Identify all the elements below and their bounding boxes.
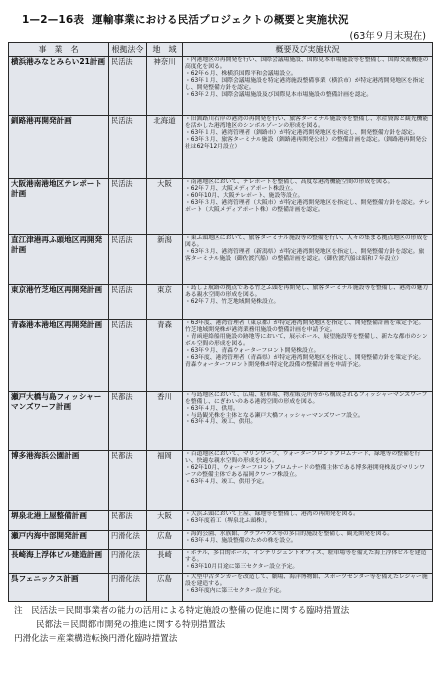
detail-line: ・60年10月、大阪テレポート、施設等設立。 bbox=[185, 193, 304, 200]
detail-line: ・内港地区の再開発を行い、国際会議場施設、国際見本市場施設等を整備し、国際交流機能の高度化を図る。 bbox=[185, 57, 429, 70]
detail-line: ・大浜ふ頭において上屋、緑地等を整備し、港湾の再開発を図る。 bbox=[185, 510, 359, 517]
project-name: 博多港海浜公園計画 bbox=[9, 451, 109, 510]
table-row bbox=[9, 285, 433, 320]
detail-line: ・63年２月、国際会議場施設及び国際見本市場施設の整備計画を認定。 bbox=[185, 91, 373, 98]
project-detail bbox=[183, 574, 433, 602]
project-law: 民都法 bbox=[109, 510, 147, 530]
project-law: 民都法 bbox=[109, 391, 147, 450]
detail-line: ・ホテル、多目的ホール、インテリジェントオフィス、駐車場等を備えた海上浮体ビルを建造する。 bbox=[185, 550, 427, 564]
project-detail bbox=[183, 285, 433, 320]
project-area: 北海道 bbox=[147, 116, 183, 179]
footnote-label: 民都法 bbox=[36, 620, 62, 630]
project-detail bbox=[183, 550, 433, 574]
project-area: 香川 bbox=[147, 391, 183, 450]
project-area: 青森 bbox=[147, 320, 183, 392]
detail-line: ・63年度内に第三セクター設立予定。 bbox=[185, 588, 286, 595]
table-row bbox=[9, 179, 433, 235]
table-row bbox=[9, 530, 433, 550]
detail-line: ・青函連絡船用施設の跡地等において、展示ホール、展望施設等を整備し、新たな都市のシンボル空間の形成を図る。 bbox=[185, 334, 428, 347]
table-title-text: 運輸事業における民活プロジェクトの概要と実施状況 bbox=[92, 14, 349, 26]
table-row bbox=[9, 235, 433, 285]
detail-line: ・63年９月、青森ウォーターフロント開発株設立。 bbox=[185, 347, 320, 354]
project-name: 青森港本港地区再開発計画 bbox=[9, 320, 109, 392]
detail-line: ・62年７月、大阪メディアポート株設立。 bbox=[185, 186, 297, 193]
project-name: 直江津港再ふ頭地区再開発計画 bbox=[9, 235, 109, 285]
project-detail bbox=[183, 451, 433, 510]
footnotes bbox=[14, 604, 349, 646]
project-law: 円滑化法 bbox=[109, 574, 147, 602]
detail-line: ・東ふ頭地区において、旅客ターミナル施設等の整備を行い、人々の集まる拠点地区の形成を図る。 bbox=[185, 235, 429, 249]
detail-line: ・63年４月、供用。 bbox=[185, 405, 239, 412]
detail-line: ・63年３月、港湾管理者（大阪市）が特定港湾開発地区を指定し、開発整備方針を認定。テレポート（大阪メディアポート株）の整備計画を認定。 bbox=[185, 199, 430, 213]
project-law: 民活法 bbox=[109, 235, 147, 285]
table-row bbox=[9, 391, 433, 450]
project-area: 東京 bbox=[147, 285, 183, 320]
detail-line: ・63年４月、施設整備のための株を設立。 bbox=[185, 537, 297, 544]
project-area: 福岡 bbox=[147, 451, 183, 510]
footnote-text: ＝民間都市開発の推進に関する特別措置法 bbox=[61, 620, 226, 630]
detail-line: ・63年度、港湾管理者（東京都）が特定港湾開発地区を指定し、開発整備計画を策定予定。竹芝地域開発株が港湾業務用施設の整備計画を申請予定。 bbox=[185, 320, 425, 334]
project-detail bbox=[183, 530, 433, 550]
detail-line: ・63年１月、国際会議場施設を特定港湾施設整備事業（横浜市）が特定港湾開発地区を指定し、開発整備方針を認定。 bbox=[185, 77, 425, 91]
project-name: 横浜港みなとみらい21計画 bbox=[9, 57, 109, 116]
project-area: 大阪 bbox=[147, 179, 183, 235]
table-header-row bbox=[9, 43, 433, 57]
project-law: 民活法 bbox=[109, 320, 147, 392]
project-name: 東京港竹芝地区再開発計画 bbox=[9, 285, 109, 320]
header-area: 地 域 bbox=[147, 43, 183, 57]
table-body bbox=[9, 57, 433, 602]
detail-line: ・63年１月、港湾管理者（釧路市）が特定港湾開発地区を指定し、開発整備方針を認定。 bbox=[185, 130, 419, 137]
detail-line: ・62年６月、株横浜国際平和会議場設立。 bbox=[185, 70, 297, 77]
detail-line: ・与島観光株を主体となる瀬戸大橋フィッシャーマンズワーフ設立。 bbox=[185, 412, 364, 419]
table-number: 1—2—16表 bbox=[22, 14, 85, 26]
table-row bbox=[9, 451, 433, 510]
project-area: 新潟 bbox=[147, 235, 183, 285]
project-name: 瀬戸大橋与島フィッシャーマンズワーフ計画 bbox=[9, 391, 109, 450]
table-row bbox=[9, 57, 433, 116]
project-detail bbox=[183, 320, 433, 392]
project-name: 長崎海上浮体ビル建造計画 bbox=[9, 550, 109, 574]
detail-line: ・63年度、港湾管理者（青森県）が特定港湾開発地区を指定し、開発整備方針を策定予定。青森ウォーターフロント開発株が特定化設備の整備計画を申請予定。 bbox=[185, 354, 425, 368]
table-row bbox=[9, 510, 433, 530]
project-law: 民都法 bbox=[109, 451, 147, 510]
project-name: 大阪港南港地区テレポート計画 bbox=[9, 179, 109, 235]
project-law: 円滑化法 bbox=[109, 550, 147, 574]
detail-line: ・南港地区において、テレポートを整備し、高度な港湾機能空間の形成を図る。 bbox=[185, 179, 394, 186]
footnote-3 bbox=[14, 632, 349, 646]
table-title bbox=[22, 12, 349, 27]
project-name: 瀬戸内海中部開発計画 bbox=[9, 530, 109, 550]
detail-line: ・63年10月目途に第三セクター設立予定。 bbox=[185, 564, 299, 571]
footnote-label: 注 民活法 bbox=[14, 606, 57, 616]
project-area: 神奈川 bbox=[147, 57, 183, 116]
detail-line: ・旧釧路川右岸の港湾の再開発を行い、旅客ターミナル施設等を整備し、水産資源と観光機能を活かした港湾地区のシンボルゾーンの形成を図る。 bbox=[185, 116, 429, 130]
project-law: 民活法 bbox=[109, 285, 147, 320]
project-area: 長崎 bbox=[147, 550, 183, 574]
footnote-2 bbox=[14, 618, 349, 632]
project-area: 大阪 bbox=[147, 510, 183, 530]
header-detail: 概要及び実施状況 bbox=[183, 43, 433, 57]
table-row bbox=[9, 320, 433, 392]
project-area: 広島 bbox=[147, 530, 183, 550]
detail-line: ・63年４月、竣工、供用。 bbox=[185, 419, 257, 426]
detail-line: ・63年度着工（堺泉北ふ頭株）。 bbox=[185, 517, 271, 524]
table-row bbox=[9, 116, 433, 179]
project-name: 呉フェニックス計画 bbox=[9, 574, 109, 602]
project-law: 民活法 bbox=[109, 116, 147, 179]
project-detail bbox=[183, 116, 433, 179]
footnote-text: ＝民間事業者の能力の活用による特定施設の整備の促進に関する臨時措置法 bbox=[56, 606, 350, 616]
project-detail bbox=[183, 391, 433, 450]
project-law: 民活法 bbox=[109, 57, 147, 116]
detail-line: ・62年10月、ウォーターフロントプロムナードの整備主体である博多港開発株及びマリンワーフの整備主体である福岡クワーフ株設立。 bbox=[185, 465, 426, 479]
project-area: 広島 bbox=[147, 574, 183, 602]
table-row bbox=[9, 574, 433, 602]
projects-table bbox=[8, 42, 433, 602]
project-name: 堺泉北港上屋整備計画 bbox=[9, 510, 109, 530]
footnote-text: ＝産業構造転換円滑化臨時措置法 bbox=[48, 634, 178, 644]
detail-line: ・百道地区において、マリンワーフ、ウォーターフロントプロムナード、緑地等の整備を行い、快適な親水空間の形成を図る。 bbox=[185, 451, 421, 465]
project-detail bbox=[183, 235, 433, 285]
as-of-date: (63年９月末現在) bbox=[349, 31, 426, 42]
detail-line: ・62年７月、竹芝地域開発株設立。 bbox=[185, 298, 280, 305]
detail-line: ・与島地区において、広場、駐車場、物産販売所等から構成されるフィッシャーマンズワーフを整備し、にぎわいのある港湾空間の形成を図る。 bbox=[185, 391, 428, 405]
detail-line: ・島しょ航路の拠点である竹芝ふ頭を再開発し、旅客ターミナル施設等を整備し、港湾の魅力ある親水空間の形成を図る。 bbox=[185, 285, 429, 298]
project-law: 民活法 bbox=[109, 179, 147, 235]
footnote-1 bbox=[14, 604, 349, 618]
project-detail bbox=[183, 179, 433, 235]
project-detail bbox=[183, 510, 433, 530]
detail-line: ・大型中古タンカーを改造して、劇場、海洋博物館、スポーツセンター等を備えたレジャー施設を建造する。 bbox=[185, 574, 428, 588]
project-name: 釧路港再開発計画 bbox=[9, 116, 109, 179]
table-row bbox=[9, 550, 433, 574]
detail-line: ・海釣公園、水族館、クラブハウス等の多目的施設を整備し、観光開発を図る。 bbox=[185, 530, 394, 537]
detail-line: ・63年４月、竣工、供用予定。 bbox=[185, 478, 268, 485]
footnote-label: 円滑化法 bbox=[14, 634, 49, 644]
project-detail bbox=[183, 57, 433, 116]
detail-line: ・63年３月、旅客ターミナル施設（釧路港再開発公社）の整備計画を認定。（釧路港再開発公社は62年12月設立） bbox=[185, 137, 427, 151]
project-law: 円滑化法 bbox=[109, 530, 147, 550]
header-law: 根拠法令 bbox=[109, 43, 147, 57]
detail-line: ・63年３月、港湾管理者（新潟県）が特定港湾開発地区を指定し、開発整備方針を認定。旅客ターミナル施設（御佐渡汽船）の整備計画を認定。（御佐渡汽船は昭和７年設立） bbox=[185, 249, 425, 263]
header-name: 事 業 名 bbox=[9, 43, 109, 57]
